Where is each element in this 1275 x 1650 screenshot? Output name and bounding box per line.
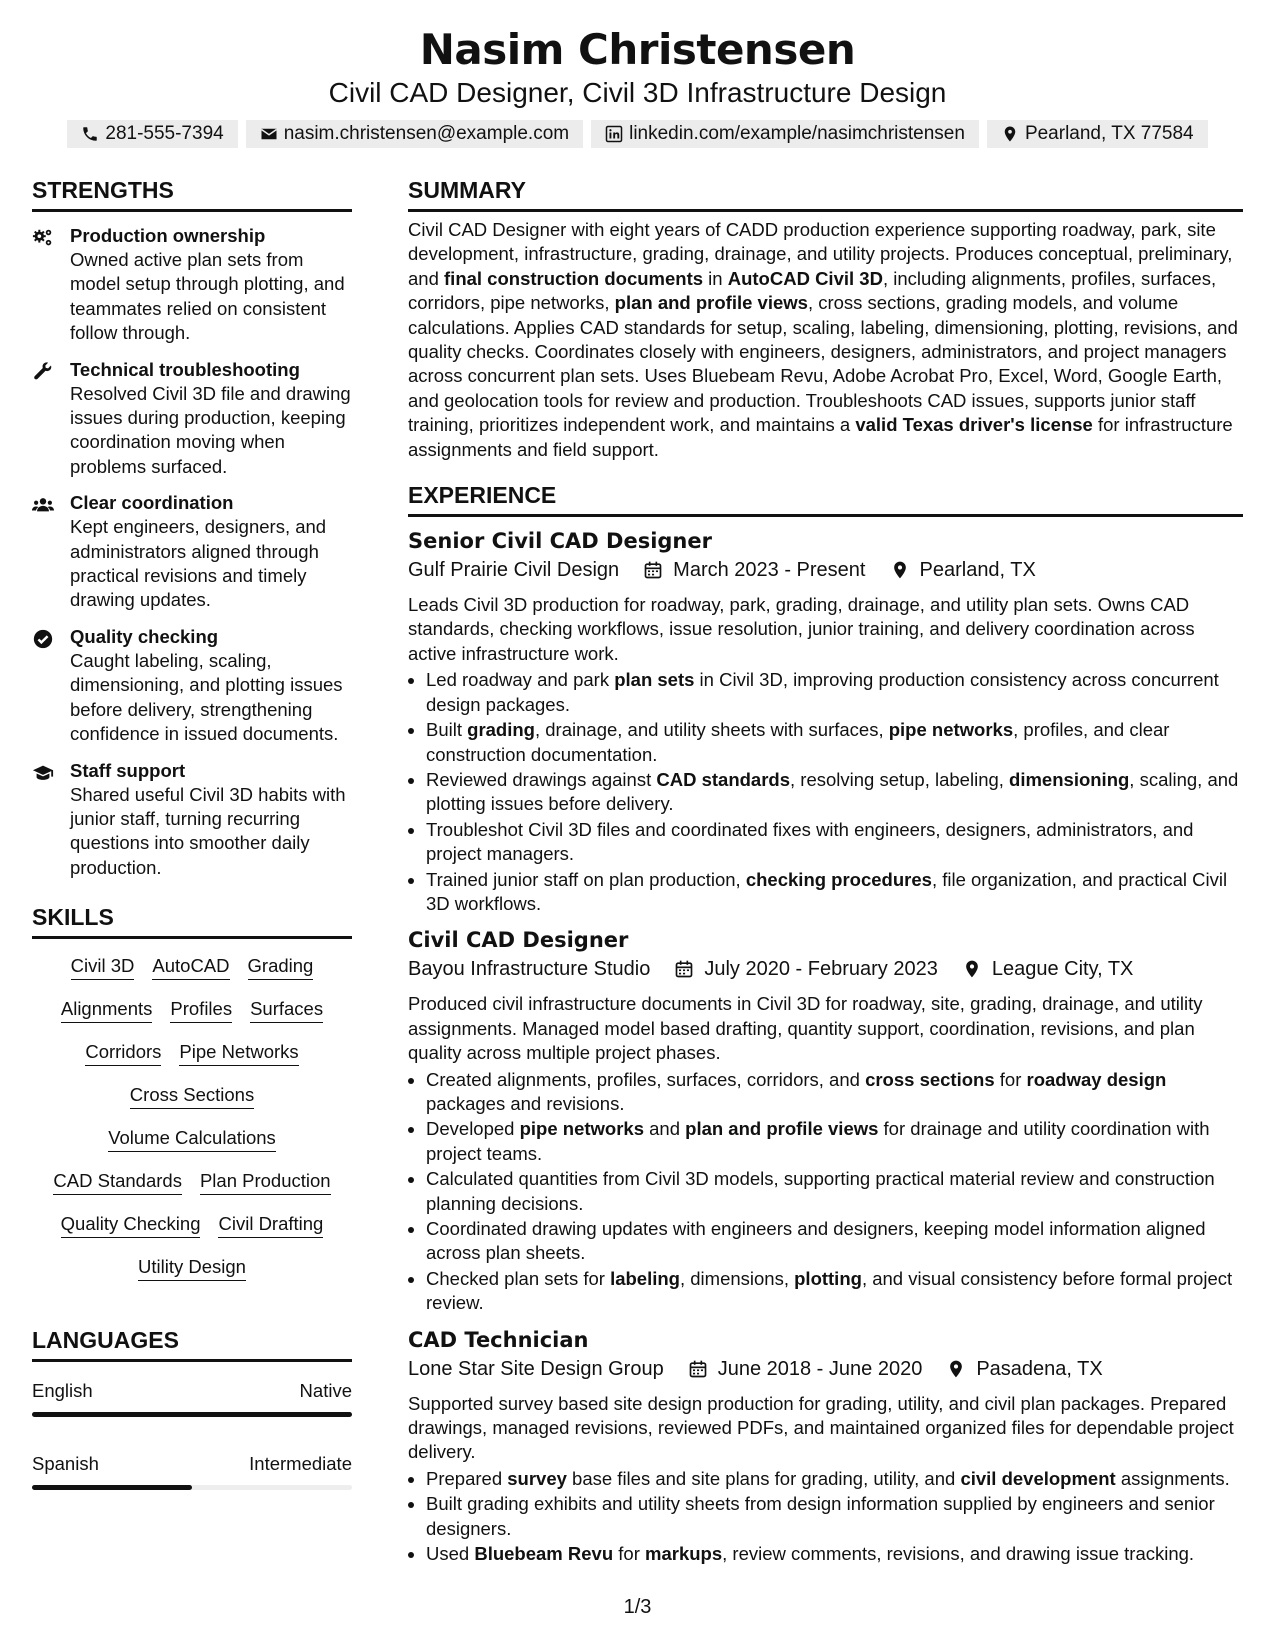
job-bullet: • Checked plan sets for labeling, dimensions, plotting, and visual consistency before formal project review. bbox=[426, 1267, 1243, 1316]
skill-tag: Utility Design bbox=[138, 1256, 246, 1281]
strength-text: Shared useful Civil 3D habits with junior staff, turning recurring questions into smoother daily production. bbox=[70, 783, 346, 878]
job-meta bbox=[408, 954, 1243, 984]
job-bullet: • Built grading, drainage, and utility sheets with surfaces, pipe networks, profiles, and clear construction documentation. bbox=[426, 718, 1243, 767]
skills-heading: SKILLS bbox=[32, 902, 352, 939]
job-company: Lone Star Site Design Group bbox=[408, 1357, 664, 1380]
calendar-icon bbox=[643, 560, 663, 580]
job-bullet: • Built grading exhibits and utility sheets from design information supplied by engineers and senior designers. bbox=[426, 1492, 1243, 1541]
strength-text: Kept engineers, designers, and administrators aligned through practical revisions and timely drawing updates. bbox=[70, 516, 327, 611]
strength-text: Caught labeling, scaling, dimensioning, and plotting issues before delivery, strengthening confidence in issued documents. bbox=[70, 649, 343, 745]
page-number: 1/3 bbox=[623, 1596, 652, 1618]
strength-heading: Production ownership bbox=[70, 225, 266, 246]
job-description: Leads Civil 3D production for roadway, park, grading, drainage, and utility plan sets. Owns CAD standards, checking workflows, issue resolution, junior training, and delivery coordination across active infrastructure work. bbox=[408, 594, 1195, 664]
skill-tag: Profiles bbox=[170, 998, 232, 1023]
contact-phone[interactable] bbox=[67, 120, 237, 148]
content-columns bbox=[32, 175, 1243, 1567]
candidate-name: Nasim Christensen bbox=[419, 25, 856, 74]
users-icon bbox=[32, 494, 54, 516]
strength-item bbox=[32, 625, 352, 747]
skill-tag: Volume Calculations bbox=[108, 1127, 276, 1152]
phone-text: 281-555-7394 bbox=[105, 123, 224, 144]
email-text: nasim.christensen@example.com bbox=[283, 123, 570, 144]
job-company: Gulf Prairie Civil Design bbox=[408, 559, 620, 582]
phone-icon bbox=[81, 125, 99, 143]
skill-tag: Alignments bbox=[61, 998, 153, 1023]
strength-item bbox=[32, 358, 352, 480]
contact-linkedin[interactable] bbox=[591, 120, 979, 148]
right-column bbox=[408, 175, 1243, 1567]
map-pin-icon bbox=[1001, 125, 1019, 143]
skill-tag: Cross Sections bbox=[130, 1084, 254, 1109]
strength-item bbox=[32, 224, 352, 346]
skill-tag: Plan Production bbox=[200, 1170, 331, 1195]
job-bullet: • Calculated quantities from Civil 3D models, supporting practical material review and construction planning decisions. bbox=[426, 1167, 1243, 1216]
language-proficiency-bar bbox=[32, 1412, 352, 1417]
job-entry bbox=[408, 926, 1243, 1315]
contact-bar bbox=[0, 120, 1275, 148]
map-pin-icon bbox=[946, 1359, 966, 1379]
skill-tag: Corridors bbox=[85, 1041, 161, 1066]
job-title: Civil CAD Designer bbox=[408, 928, 629, 953]
calendar-icon bbox=[674, 959, 694, 979]
job-description: Produced civil infrastructure documents in Civil 3D for roadway, site, grading, drainage, and utility assignments. Managed model based drafting, quantity support, coordination, revisions, and plan quality across multiple project phases. bbox=[408, 993, 1203, 1064]
job-dates: June 2018 - June 2020 bbox=[717, 1357, 923, 1380]
left-column bbox=[32, 175, 352, 1567]
skill-tag: Civil 3D bbox=[71, 955, 135, 980]
language-level: Native bbox=[299, 1380, 352, 1402]
job-dates: July 2020 - February 2023 bbox=[704, 958, 938, 981]
language-item bbox=[32, 1380, 352, 1417]
language-proficiency-fill bbox=[32, 1412, 352, 1417]
job-company: Bayou Infrastructure Studio bbox=[408, 958, 651, 981]
skill-tag: Quality Checking bbox=[61, 1213, 201, 1238]
job-bullet: • Used Bluebeam Revu for markups, review comments, revisions, and drawing issue tracking. bbox=[426, 1542, 1243, 1566]
strength-item bbox=[32, 759, 352, 881]
skills-list bbox=[32, 939, 352, 1281]
job-meta bbox=[408, 1354, 1243, 1384]
map-pin-icon bbox=[962, 959, 982, 979]
job-location: Pearland, TX bbox=[919, 559, 1036, 582]
job-bullet: • Troubleshot Civil 3D files and coordinated fixes with engineers, designers, administrators, and project managers. bbox=[426, 818, 1243, 867]
job-bullet: • Reviewed drawings against CAD standards, resolving setup, labeling, dimensioning, scaling, and plotting issues before delivery. bbox=[426, 768, 1243, 817]
job-location: Pasadena, TX bbox=[976, 1357, 1103, 1380]
job-bullet: • Developed pipe networks and plan and profile views for drainage and utility coordination with project teams. bbox=[426, 1117, 1243, 1166]
languages-heading: LANGUAGES bbox=[32, 1325, 352, 1362]
wrench-icon bbox=[32, 361, 54, 383]
skill-tag: Pipe Networks bbox=[179, 1041, 298, 1066]
job-meta bbox=[408, 555, 1243, 585]
job-title: Senior Civil CAD Designer bbox=[408, 529, 712, 554]
strength-heading: Staff support bbox=[70, 759, 186, 781]
strength-text: Owned active plan sets from model setup through plotting, and teammates relied on consistent follow through. bbox=[70, 249, 345, 344]
language-name: Spanish bbox=[32, 1453, 99, 1475]
check-circle-icon bbox=[32, 628, 54, 650]
strengths-list bbox=[32, 224, 352, 880]
skill-tag: CAD Standards bbox=[53, 1170, 182, 1195]
job-bullet: • Trained junior staff on plan production, checking procedures, file organization, and practical Civil 3D workflows. bbox=[426, 868, 1243, 917]
job-dates: March 2023 - Present bbox=[673, 559, 866, 582]
language-proficiency-fill bbox=[32, 1485, 192, 1490]
contact-location[interactable] bbox=[987, 120, 1208, 148]
map-pin-icon bbox=[890, 560, 910, 580]
job-location: League City, TX bbox=[991, 958, 1134, 981]
language-level: Intermediate bbox=[249, 1453, 352, 1475]
job-bullets bbox=[408, 1068, 1243, 1316]
strength-text: Resolved Civil 3D file and drawing issues during production, keeping coordination moving when problems surfaced. bbox=[70, 382, 351, 477]
skill-tag: Surfaces bbox=[250, 998, 323, 1023]
experience-heading: EXPERIENCE bbox=[408, 480, 1243, 517]
calendar-icon bbox=[688, 1359, 708, 1379]
job-entry bbox=[408, 1326, 1243, 1567]
strength-heading: Quality checking bbox=[70, 625, 219, 647]
envelope-icon bbox=[260, 125, 278, 143]
location-text: Pearland, TX 77584 bbox=[1024, 123, 1194, 144]
linkedin-text: linkedin.com/example/nasimchristensen bbox=[629, 123, 965, 144]
language-proficiency-bar bbox=[32, 1485, 352, 1490]
linkedin-icon bbox=[605, 125, 623, 143]
strength-item bbox=[32, 491, 352, 613]
skill-tag: Grading bbox=[248, 955, 314, 980]
job-entry bbox=[408, 527, 1243, 916]
graduation-cap-icon bbox=[32, 762, 54, 784]
job-bullet: • Prepared survey base files and site plans for grading, utility, and civil development assignments. bbox=[426, 1467, 1243, 1491]
job-bullet: • Coordinated drawing updates with engineers and designers, keeping model information aligned across plan sheets. bbox=[426, 1217, 1243, 1266]
job-bullet: • Led roadway and park plan sets in Civil 3D, improving production consistency across concurrent design packages. bbox=[426, 668, 1243, 717]
summary-heading: SUMMARY bbox=[408, 175, 1243, 212]
skill-tag: AutoCAD bbox=[152, 955, 229, 980]
job-description: Supported survey based site design production for grading, utility, and civil plan packages. Prepared drawings, managed revisions, reviewed PDFs, and maintained organized files for dependable project delivery. bbox=[408, 1392, 1234, 1463]
contact-email[interactable] bbox=[246, 120, 583, 148]
job-title: CAD Technician bbox=[408, 1327, 589, 1352]
language-name: English bbox=[32, 1380, 93, 1402]
job-bullets bbox=[408, 668, 1243, 916]
job-bullets bbox=[408, 1467, 1243, 1567]
strength-heading: Technical troubleshooting bbox=[70, 358, 300, 380]
gears-icon bbox=[32, 227, 54, 249]
resume-header bbox=[0, 0, 1275, 148]
strengths-heading: STRENGTHS bbox=[32, 175, 352, 212]
job-bullet: • Created alignments, profiles, surfaces, corridors, and cross sections for roadway design packages and revisions. bbox=[426, 1068, 1243, 1117]
skill-tag: Civil Drafting bbox=[218, 1213, 323, 1238]
candidate-title: Civil CAD Designer, Civil 3D Infrastructure Design bbox=[328, 77, 947, 108]
summary-text: Civil CAD Designer with eight years of CADD production experience supporting roadway, park, site development, infrastructure, grading, drainage, and utility projects. Produces conceptual, preliminary, and final construction documents in AutoCAD Civil 3D, including alignments, profiles, surfaces, corridors, pipe networks, plan and profile views, cross sections, grading models, and volume calculations. Applies CAD standards for setup, scaling, labeling, dimensioning, plotting, revisions, and quality checks. Coordinates closely with engineers, designers, administrators, and project managers across concurrent plan sets. Uses Bluebeam Revu, Adobe Acrobat Pro, Excel, Word, Google Earth, and geolocation tools for review and production. Troubleshoots CAD issues, supports junior staff training, prioritizes independent work, and maintains a valid Texas driver's license for infrastructure assignments and field support. bbox=[408, 219, 1238, 460]
strength-heading: Clear coordination bbox=[70, 492, 234, 514]
language-item bbox=[32, 1453, 352, 1490]
